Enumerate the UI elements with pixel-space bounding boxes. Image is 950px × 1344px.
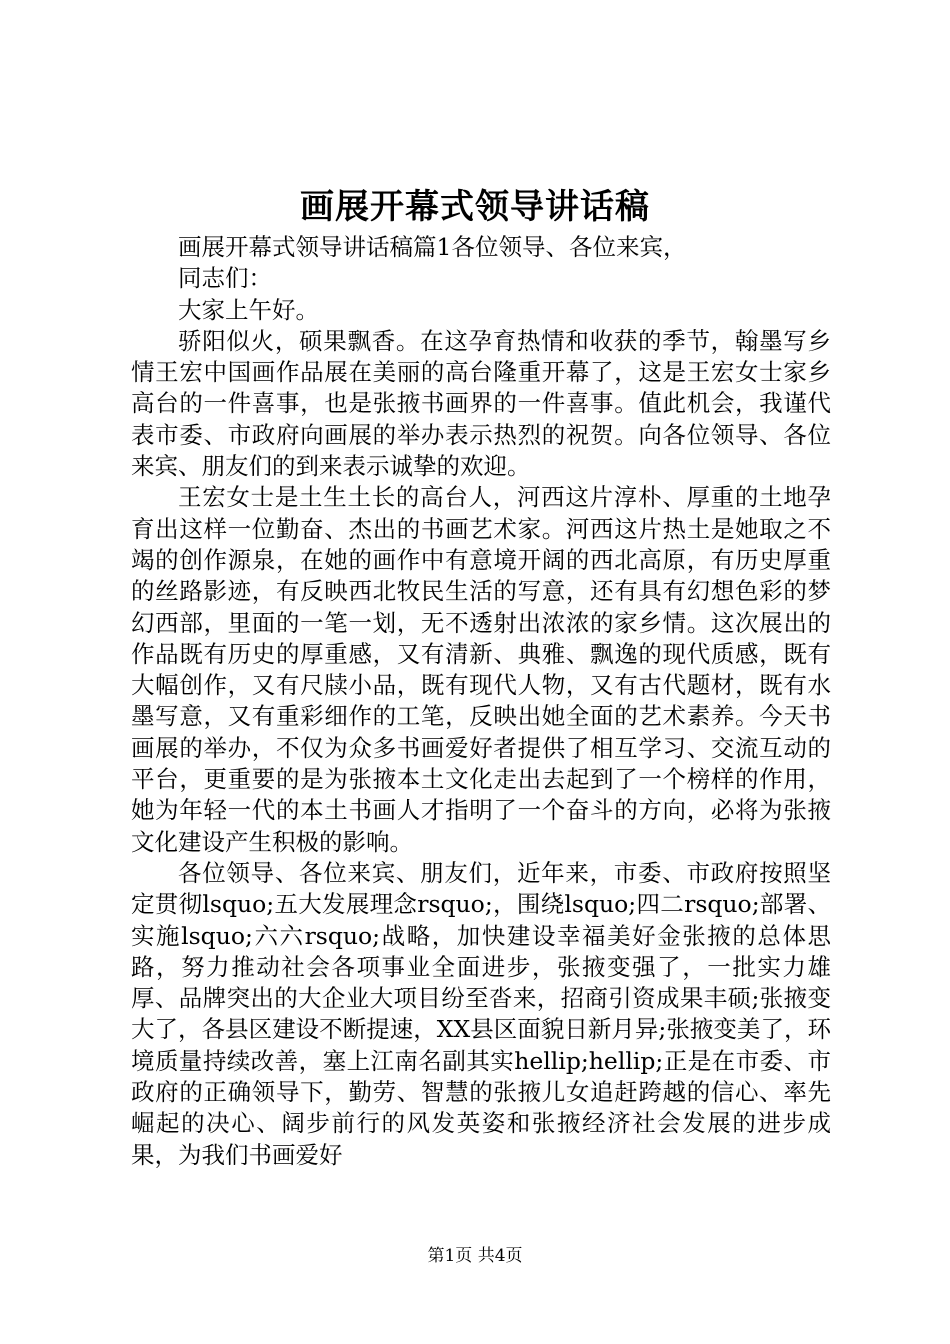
- paragraph-address: 同志们：: [178, 264, 272, 293]
- paragraph-greeting: 画展开幕式领导讲话稿篇1各位领导、各位来宾，: [178, 233, 687, 261]
- document-title: 画展开幕式领导讲话稿: [300, 187, 650, 227]
- document-body: [131, 232, 831, 1171]
- paragraph-city-development: 各位领导、各位来宾、朋友们，近年来，市委、市政府按照坚定贯彻lsquo;五大发展理念rsquo;，围绕lsquo;四二rsquo;部署、实施lsquo;六六rsquo;战略，加快建设幸福美好金张掖的总体思路，努力推动社会各项事业全面进步，张掖变强了，一批实力雄厚、品牌突出的大企业大项目纷至沓来，招商引资成果丰硕;张掖变大了，各县区建设不断提速，XX县区面貌日新月异;张掖变美了，环境质量持续改善，塞上江南名副其实hellip;hellip;正是在市委、市政府的正确领导下，勤劳、智慧的张掖儿女追赶跨越的信心、率先崛起的决心、阔步前行的风发英姿和张掖经济社会发展的进步成果，为我们书画爱好: [131, 858, 831, 1169]
- paragraph-artist-intro: 王宏女士是土生土长的高台人，河西这片淳朴、厚重的土地孕育出这样一位勤奋、杰出的书画艺术家。河西这片热土是她取之不竭的创作源泉，在她的画作中有意境开阔的西北高原，有历史厚重的丝路影迹，有反映西北牧民生活的写意，还有具有幻想色彩的梦幻西部，里面的一笔一划，无不透射出浓浓的家乡情。这次展出的作品既有历史的厚重感，又有清新、典雅、飘逸的现代质感，既有大幅创作，又有尺牍小品，既有现代人物，又有古代题材，既有水墨写意，又有重彩细作的工笔，反映出她全面的艺术素养。今天书画展的举办，不仅为众多书画爱好者提供了相互学习、交流互动的平台，更重要的是为张掖本土文化走出去起到了一个榜样的作用，她为年轻一代的本土书画人才指明了一个奋斗的方向，必将为张掖文化建设产生积极的影响。: [131, 483, 831, 856]
- paragraph-opening: 骄阳似火，硕果飘香。在这孕育热情和收获的季节，翰墨写乡情王宏中国画作品展在美丽的高台隆重开幕了，这是王宏女士家乡高台的一件喜事，也是张掖书画界的一件喜事。值此机会，我谨代表市委、市政府向画展的举办表示热烈的祝贺。向各位领导、各位来宾、朋友们的到来表示诚挚的欢迎。: [131, 326, 831, 481]
- paragraph-good-morning: 大家上午好。: [178, 295, 319, 324]
- page-footer: 第1页 共4页: [427, 1246, 523, 1266]
